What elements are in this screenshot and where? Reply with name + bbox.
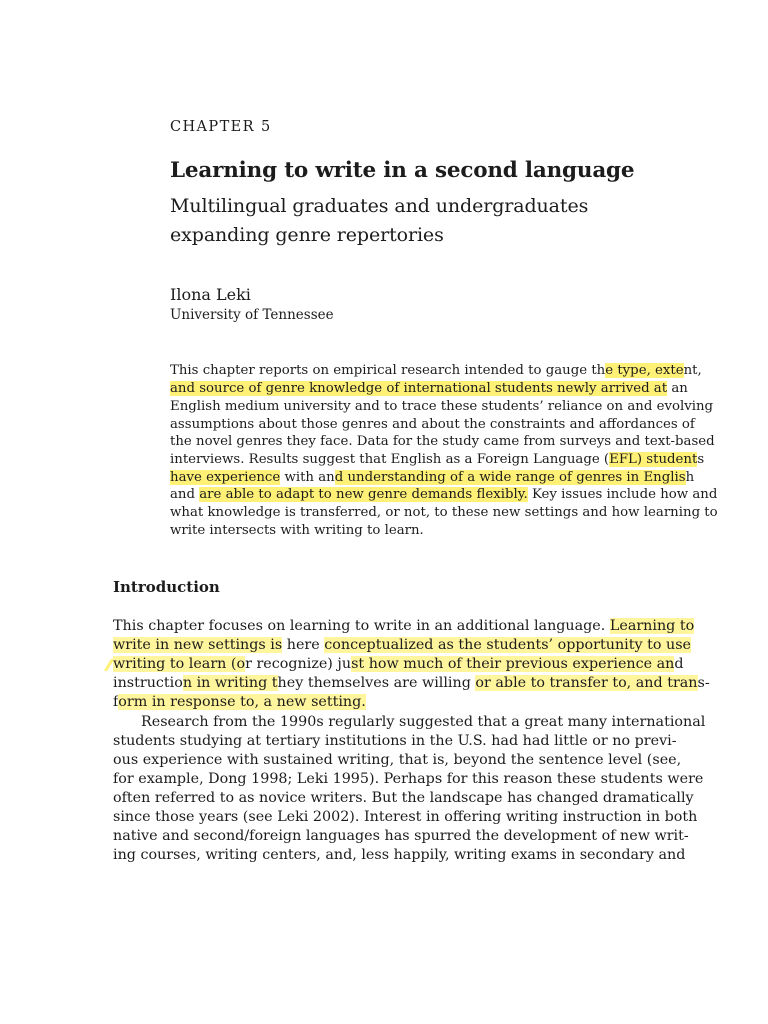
chapter-label: CHAPTER 5 [170,119,272,135]
highlight: EFL) student [609,452,698,467]
highlight: conceptualized as the students’ opportunity to use [324,637,692,653]
body-line: writing to learn (or recognize) just how much of their previous experience and [113,656,684,672]
body-line: native and second/foreign languages has spurred the development of new writ- [113,828,689,844]
chapter-title: Learning to write in a second language [170,158,635,183]
body-line: since those years (see Leki 2002). Interest in offering writing instruction in both [113,809,698,825]
highlight: e type, exte [605,363,684,378]
abstract-line: English medium university and to trace these students’ reliance on and evolving [170,399,714,414]
abstract-line: interviews. Results suggest that English as a Foreign Language (EFL) students [170,452,705,467]
abstract-line: and are able to adapt to new genre demands flexibly. Key issues include how and [170,487,718,502]
body-line: instruction in writing they themselves are willing or able to transfer to, and trans- [113,675,710,691]
highlight: d understanding of a wide range of genres in Englis [334,470,686,485]
highlight: are able to adapt to new genre demands flexibly. [199,487,528,502]
abstract-line: This chapter reports on empirical research intended to gauge the type, extent, [170,363,702,378]
highlighter-stroke-mark [104,659,114,671]
chapter-subtitle-line-1: Multilingual graduates and undergraduates [170,195,589,217]
body-line: often referred to as novice writers. But the landscape has changed dramatically [113,790,694,806]
abstract-line: write intersects with writing to learn. [170,523,424,538]
highlight: Learning to [609,618,695,634]
highlight: have experience [170,470,281,485]
abstract-line: and source of genre knowledge of international students newly arrived at an [170,381,688,396]
author-name: Ilona Leki [170,285,251,304]
highlight: orm in response to, a new setting. [118,694,366,710]
body-line: ing courses, writing centers, and, less happily, writing exams in secondary and [113,847,686,863]
body-line: ous experience with sustained writing, that is, beyond the sentence level (see, [113,752,682,768]
highlight: st how much of their previous experience an [351,656,675,672]
highlight: n in writing t [182,675,278,691]
body-line: for example, Dong 1998; Leki 1995). Perhaps for this reason these students were [113,771,704,787]
body-line: Research from the 1990s regularly suggested that a great many international [141,714,706,730]
highlight: write in new settings is [113,637,283,653]
highlight: writing to learn (o [113,656,246,672]
body-line: This chapter focuses on learning to write in an additional language. Learning to [113,618,695,634]
section-heading-introduction: Introduction [113,578,220,596]
abstract-line: what knowledge is transferred, or not, to these new settings and how learning to [170,505,718,520]
highlight: and source of genre knowledge of international students newly arrived at [170,381,668,396]
body-line: write in new settings is here conceptualized as the students’ opportunity to use [113,637,692,653]
body-line: students studying at tertiary institutions in the U.S. had had little or no previ- [113,733,677,749]
abstract-line: assumptions about those genres and about the constraints and affordances of [170,417,695,432]
body-line: form in response to, a new setting. [113,694,366,710]
chapter-subtitle-line-2: expanding genre repertories [170,224,444,246]
abstract-line: the novel genres they face. Data for the study came from surveys and text-based [170,434,715,449]
highlight: or able to transfer to, and tran [475,675,698,691]
author-affiliation: University of Tennessee [170,307,334,323]
abstract-line: have experience with and understanding of a wide range of genres in English [170,470,695,485]
